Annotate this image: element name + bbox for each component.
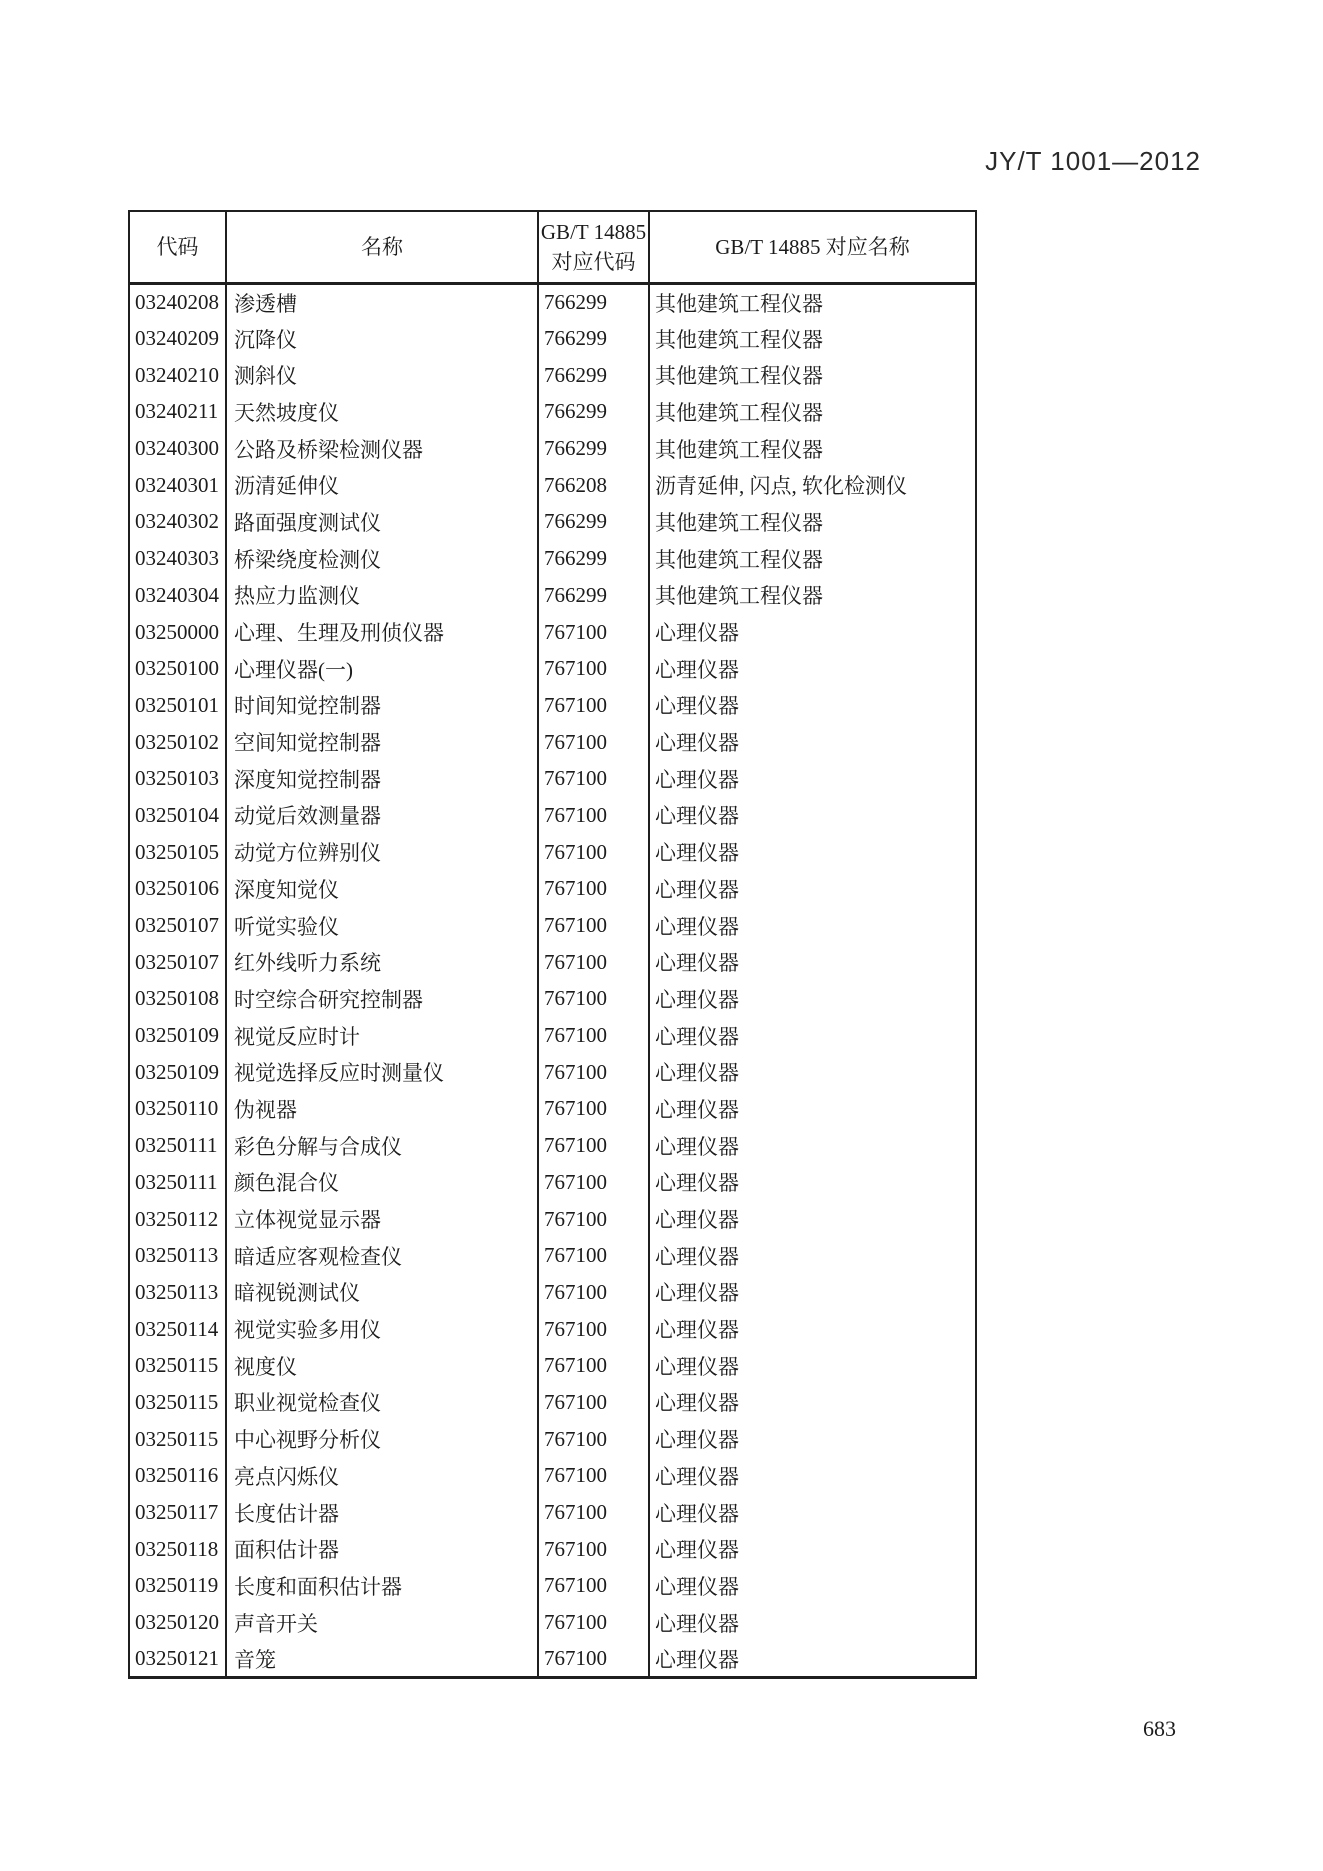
table-cell: 公路及桥梁检测仪器	[226, 430, 538, 467]
table-cell: 03250120	[135, 1610, 219, 1635]
header-gbt-code-line2: 对应代码	[551, 250, 636, 274]
header-code: 代码	[129, 211, 226, 284]
table-row	[129, 504, 976, 541]
table-cell: 03250100	[135, 656, 219, 681]
table-cell: 767100	[538, 1458, 649, 1495]
table-row	[129, 357, 976, 394]
table-cell: 心理仪器	[649, 687, 976, 724]
table-cell: 心理仪器	[649, 760, 976, 797]
table-cell: 桥梁绕度检测仪	[226, 540, 538, 577]
table-cell: 03240211	[135, 399, 219, 424]
table-row	[129, 1568, 976, 1605]
table-cell: 心理仪器	[649, 1384, 976, 1421]
table-cell: 面积估计器	[226, 1531, 538, 1568]
table-cell: 心理仪器	[649, 981, 976, 1018]
table-cell: 心理仪器	[649, 1531, 976, 1568]
table-cell: 03250110	[135, 1096, 219, 1121]
table-row	[129, 467, 976, 504]
table-row	[129, 907, 976, 944]
table-cell: 767100	[538, 1237, 649, 1274]
table-cell: 767100	[538, 1568, 649, 1605]
table-row	[129, 687, 976, 724]
table-cell: 暗视锐测试仪	[226, 1274, 538, 1311]
table-cell: 心理仪器	[649, 1604, 976, 1641]
table-row	[129, 614, 976, 651]
table-cell: 路面强度测试仪	[226, 504, 538, 541]
table-cell: 视觉选择反应时测量仪	[226, 1054, 538, 1091]
table-cell: 其他建筑工程仪器	[649, 284, 976, 321]
table-row	[129, 1531, 976, 1568]
table-row	[129, 540, 976, 577]
table-cell: 767100	[538, 1274, 649, 1311]
table-header-row	[129, 211, 976, 284]
table-row	[129, 1201, 976, 1238]
table-cell: 767100	[538, 797, 649, 834]
table-row	[129, 1641, 976, 1678]
table-cell: 03240303	[135, 546, 219, 571]
table-cell: 长度估计器	[226, 1494, 538, 1531]
table-cell: 767100	[538, 1017, 649, 1054]
table-row	[129, 1237, 976, 1274]
table-cell: 03240304	[135, 582, 219, 607]
table-cell: 心理仪器	[649, 1347, 976, 1384]
table-row	[129, 1127, 976, 1164]
table-cell: 03250115	[135, 1353, 219, 1378]
table-cell: 03250000	[135, 619, 219, 644]
table-cell: 听觉实验仪	[226, 907, 538, 944]
table-row	[129, 1054, 976, 1091]
table-cell: 767100	[538, 614, 649, 651]
table-cell: 心理仪器	[649, 1017, 976, 1054]
table-cell: 心理仪器	[649, 1568, 976, 1605]
table-cell: 766299	[538, 320, 649, 357]
table-cell: 03250117	[135, 1500, 219, 1525]
header-name: 名称	[226, 211, 538, 284]
table-row	[129, 430, 976, 467]
table-cell: 766299	[538, 394, 649, 431]
table-row	[129, 981, 976, 1018]
table-cell: 03240300	[135, 436, 219, 461]
table-cell: 03250115	[135, 1389, 219, 1414]
table-cell: 长度和面积估计器	[226, 1568, 538, 1605]
table-cell: 03250107	[135, 913, 219, 938]
table-row	[129, 1421, 976, 1458]
table-cell: 767100	[538, 1127, 649, 1164]
code-mapping-table	[128, 210, 977, 1679]
table-cell: 03240209	[135, 326, 219, 351]
table-cell: 其他建筑工程仪器	[649, 577, 976, 614]
table-row	[129, 1091, 976, 1128]
table-row	[129, 1311, 976, 1348]
table-cell: 767100	[538, 724, 649, 761]
table-row	[129, 1017, 976, 1054]
table-row	[129, 1347, 976, 1384]
table-cell: 颜色混合仪	[226, 1164, 538, 1201]
table-row	[129, 320, 976, 357]
table-row	[129, 944, 976, 981]
table-cell: 03240208	[135, 290, 219, 315]
table-row	[129, 284, 976, 321]
table-cell: 时空综合研究控制器	[226, 981, 538, 1018]
table-cell: 767100	[538, 760, 649, 797]
table-cell: 热应力监测仪	[226, 577, 538, 614]
table-cell: 03250116	[135, 1463, 219, 1488]
table-cell: 03240302	[135, 509, 219, 534]
table-cell: 心理仪器	[649, 797, 976, 834]
table-cell: 03250107	[135, 949, 219, 974]
table-cell: 心理仪器	[649, 724, 976, 761]
table-cell: 其他建筑工程仪器	[649, 504, 976, 541]
table-cell: 心理仪器	[649, 1641, 976, 1678]
header-gbt-code	[538, 211, 649, 284]
table-cell: 声音开关	[226, 1604, 538, 1641]
table-cell: 空间知觉控制器	[226, 724, 538, 761]
table-cell: 心理仪器	[649, 1091, 976, 1128]
table-cell: 766299	[538, 504, 649, 541]
table-body	[129, 284, 976, 1678]
table-row	[129, 834, 976, 871]
table-cell: 渗透槽	[226, 284, 538, 321]
table-cell: 03250119	[135, 1573, 219, 1598]
table-cell: 伪视器	[226, 1091, 538, 1128]
table-cell: 03250113	[135, 1243, 219, 1268]
table-cell: 彩色分解与合成仪	[226, 1127, 538, 1164]
table-cell: 03250115	[135, 1426, 219, 1451]
table-cell: 天然坡度仪	[226, 394, 538, 431]
table-cell: 767100	[538, 1421, 649, 1458]
table-cell: 767100	[538, 650, 649, 687]
standard-number: JY/T 1001—2012	[985, 146, 1201, 176]
table-cell: 766299	[538, 577, 649, 614]
table-cell: 中心视野分析仪	[226, 1421, 538, 1458]
table-cell: 视度仪	[226, 1347, 538, 1384]
table-row	[129, 1164, 976, 1201]
table-cell: 心理仪器	[649, 1494, 976, 1531]
table-cell: 心理仪器	[649, 650, 976, 687]
table-cell: 其他建筑工程仪器	[649, 540, 976, 577]
table-cell: 视觉反应时计	[226, 1017, 538, 1054]
table-cell: 心理仪器	[649, 871, 976, 908]
table-cell: 767100	[538, 1201, 649, 1238]
table-cell: 03250102	[135, 729, 219, 754]
table-cell: 亮点闪烁仪	[226, 1458, 538, 1495]
table-row	[129, 1384, 976, 1421]
table-cell: 03250112	[135, 1206, 219, 1231]
table-row	[129, 577, 976, 614]
table-cell: 03250111	[135, 1133, 218, 1158]
table-cell: 动觉后效测量器	[226, 797, 538, 834]
table-cell: 766299	[538, 430, 649, 467]
table-cell: 心理仪器	[649, 1054, 976, 1091]
table-cell: 心理仪器	[649, 1311, 976, 1348]
table-cell: 03240301	[135, 472, 219, 497]
table-cell: 心理仪器	[649, 1274, 976, 1311]
table-cell: 767100	[538, 1347, 649, 1384]
table-cell: 心理仪器	[649, 1164, 976, 1201]
table-cell: 767100	[538, 1641, 649, 1678]
table-cell: 心理仪器	[649, 1201, 976, 1238]
table-cell: 沥青延伸, 闪点, 软化检测仪	[649, 467, 976, 504]
table-cell: 其他建筑工程仪器	[649, 357, 976, 394]
table-cell: 03250109	[135, 1023, 219, 1048]
table-cell: 测斜仪	[226, 357, 538, 394]
table-cell: 沥清延伸仪	[226, 467, 538, 504]
table-cell: 职业视觉检查仪	[226, 1384, 538, 1421]
table-row	[129, 1604, 976, 1641]
table-cell: 心理仪器	[649, 1127, 976, 1164]
table-row	[129, 760, 976, 797]
table-cell: 心理、生理及刑侦仪器	[226, 614, 538, 651]
table-cell: 心理仪器	[649, 1421, 976, 1458]
table-cell: 03250103	[135, 766, 219, 791]
table-cell: 03250121	[135, 1646, 219, 1671]
table-cell: 767100	[538, 871, 649, 908]
table-cell: 767100	[538, 1091, 649, 1128]
table-cell: 767100	[538, 1494, 649, 1531]
header-gbt-name: GB/T 14885 对应名称	[649, 211, 976, 284]
table-cell: 沉降仪	[226, 320, 538, 357]
table-cell: 03250105	[135, 839, 219, 864]
table-cell: 心理仪器	[649, 944, 976, 981]
table-cell: 心理仪器	[649, 834, 976, 871]
table-cell: 深度知觉仪	[226, 871, 538, 908]
table-cell: 深度知觉控制器	[226, 760, 538, 797]
table-cell: 767100	[538, 1604, 649, 1641]
table-cell: 动觉方位辨别仪	[226, 834, 538, 871]
table-cell: 03250108	[135, 986, 219, 1011]
table-cell: 766299	[538, 357, 649, 394]
table-cell: 03250118	[135, 1536, 219, 1561]
table-row	[129, 871, 976, 908]
table-cell: 767100	[538, 1384, 649, 1421]
table-cell: 767100	[538, 687, 649, 724]
table-cell: 立体视觉显示器	[226, 1201, 538, 1238]
header-gbt-code-line1: GB/T 14885	[540, 219, 647, 244]
table-cell: 767100	[538, 1164, 649, 1201]
table-cell: 03240210	[135, 362, 219, 387]
table-cell: 767100	[538, 834, 649, 871]
table-cell: 766299	[538, 284, 649, 321]
table-row	[129, 1494, 976, 1531]
table-cell: 音笼	[226, 1641, 538, 1678]
table-cell: 心理仪器	[649, 1237, 976, 1274]
table-cell: 暗适应客观检查仪	[226, 1237, 538, 1274]
table-cell: 其他建筑工程仪器	[649, 320, 976, 357]
table-cell: 767100	[538, 907, 649, 944]
table-row	[129, 394, 976, 431]
table-cell: 时间知觉控制器	[226, 687, 538, 724]
table-cell: 03250104	[135, 802, 219, 827]
page-number: 683	[1143, 1716, 1176, 1741]
table-cell: 766299	[538, 540, 649, 577]
table-cell: 766208	[538, 467, 649, 504]
table-cell: 心理仪器(一)	[226, 650, 538, 687]
table-row	[129, 650, 976, 687]
table-cell: 03250109	[135, 1059, 219, 1084]
table-cell: 03250114	[135, 1316, 219, 1341]
table-cell: 767100	[538, 981, 649, 1018]
table-cell: 03250106	[135, 876, 219, 901]
table-row	[129, 724, 976, 761]
table-cell: 03250113	[135, 1279, 219, 1304]
table-cell: 03250101	[135, 692, 219, 717]
table-cell: 767100	[538, 1054, 649, 1091]
table-cell: 心理仪器	[649, 907, 976, 944]
table-cell: 心理仪器	[649, 614, 976, 651]
table-cell: 视觉实验多用仪	[226, 1311, 538, 1348]
table-cell: 767100	[538, 1311, 649, 1348]
table-cell: 03250111	[135, 1169, 218, 1194]
table-cell: 767100	[538, 1531, 649, 1568]
table-cell: 心理仪器	[649, 1458, 976, 1495]
table-cell: 其他建筑工程仪器	[649, 430, 976, 467]
table-row	[129, 1458, 976, 1495]
table-cell: 767100	[538, 944, 649, 981]
table-cell: 其他建筑工程仪器	[649, 394, 976, 431]
table-row	[129, 797, 976, 834]
table-row	[129, 1274, 976, 1311]
table-cell: 红外线听力系统	[226, 944, 538, 981]
